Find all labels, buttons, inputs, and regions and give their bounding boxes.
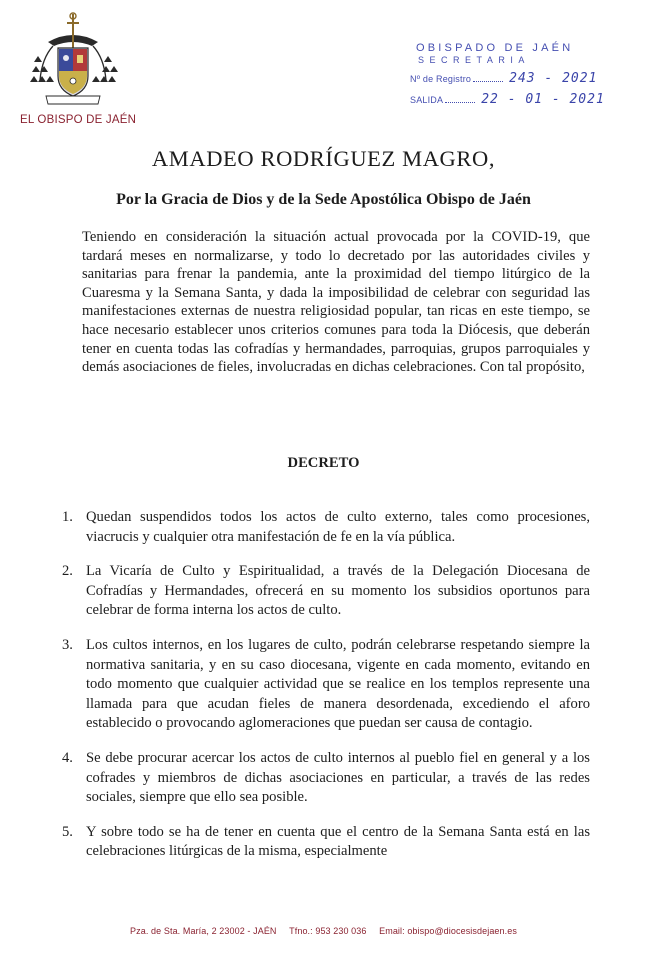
footer-phone: Tfno.: 953 230 036 bbox=[289, 926, 367, 936]
episcopal-coat-of-arms bbox=[28, 10, 118, 110]
stamp-registro-label: Nº de Registro bbox=[410, 74, 472, 84]
decree-item-text: Quedan suspendidos todos los actos de culto externo, tales como procesiones, viacrucis y cualquier otra manifestación de fe en la vía pública. bbox=[86, 509, 590, 545]
stamp-salida-row bbox=[410, 92, 620, 107]
decree-item-text: La Vicaría de Culto y Espiritualidad, a través de la Delegación Diocesana de Cofradías y Hermandades, ofrecerá en su momento los subsidios oportunos para celebrar de forma interna los actos de culto. bbox=[86, 563, 590, 619]
stamp-department: SECRETARIA bbox=[418, 55, 530, 65]
footer-email: Email: obispo@diocesisdejaen.es bbox=[379, 926, 517, 936]
intro-paragraph: Teniendo en consideración la situación actual provocada por la COVID-19, que tardará meses en normalizarse, y todo lo decretado por las autoridades civiles y sanitarias para frenar la pandemia, ante la proximidad del tiempo litúrgico de la Cuaresma y la Semana Santa, y dada la imposibilidad de celebrar con seguridad las manifestaciones externas de nuestra religiosidad popular, tan ricas en este tiempo, se hace necesario establecer unos criterios comunes para toda la Diócesis, que deberán tener en cuenta todas las cofradías y hermandades, parroquias, grupos parroquiales y demás asociaciones de fieles, involucradas en dichas celebraciones. Con tal propósito, bbox=[82, 229, 590, 376]
decree-item-number: 2. bbox=[62, 563, 73, 580]
decree-item bbox=[62, 749, 590, 808]
bishop-subtitle: Por la Gracia de Dios y de la Sede Apostólica Obispo de Jaén bbox=[116, 191, 531, 208]
decree-item-number: 5. bbox=[62, 823, 73, 840]
decree-heading: DECRETO bbox=[287, 455, 360, 471]
decree-item-number: 3. bbox=[62, 636, 73, 653]
decree-item-number: 4. bbox=[62, 749, 73, 766]
decree-item-number: 1. bbox=[62, 509, 73, 525]
coat-of-arms-icon bbox=[28, 10, 118, 110]
stamp-salida-value: 22 - 01 - 2021 bbox=[481, 92, 605, 107]
decree-item-text: Se debe procurar acercar los actos de culto internos al pueblo fiel en general y a los cofrades y miembros de dichas asociaciones en particular, a través de las redes sociales, siempre que ello sea posible. bbox=[86, 749, 590, 806]
stamp-registro-row bbox=[410, 71, 620, 86]
letterhead-caption: EL OBISPO DE JAÉN bbox=[20, 114, 137, 126]
stamp-salida-label: SALIDA bbox=[410, 95, 444, 105]
registration-stamp bbox=[410, 42, 620, 107]
page-footer bbox=[0, 926, 647, 936]
decree-item bbox=[62, 562, 590, 621]
decree-list bbox=[62, 508, 590, 877]
bishop-name-title: AMADEO RODRÍGUEZ MAGRO, bbox=[151, 146, 496, 171]
footer-address: Pza. de Sta. María, 2 23002 - JAÉN bbox=[130, 926, 277, 936]
decree-item bbox=[62, 508, 590, 547]
decree-item-text: Los cultos internos, en los lugares de culto, podrán celebrarse respetando siempre la normativa sanitaria, y en su caso diocesana, vigente en cada momento, evitando en todo momento que cualquier actividad que se realice en los templos represente una llamada para que acudan fieles de manera desordenada, excediendo el aforo establecido o provocando aglomeraciones que puedan ser causa de contagio. bbox=[86, 636, 590, 732]
stamp-office: OBISPADO DE JAÉN bbox=[416, 42, 574, 54]
decree-item bbox=[62, 823, 590, 862]
decree-item-text: Y sobre todo se ha de tener en cuenta que el centro de la Semana Santa está en las celebraciones litúrgicas de la misma, especialmente bbox=[86, 823, 590, 860]
decree-item bbox=[62, 636, 590, 734]
stamp-registro-value: 243 - 2021 bbox=[509, 71, 598, 86]
